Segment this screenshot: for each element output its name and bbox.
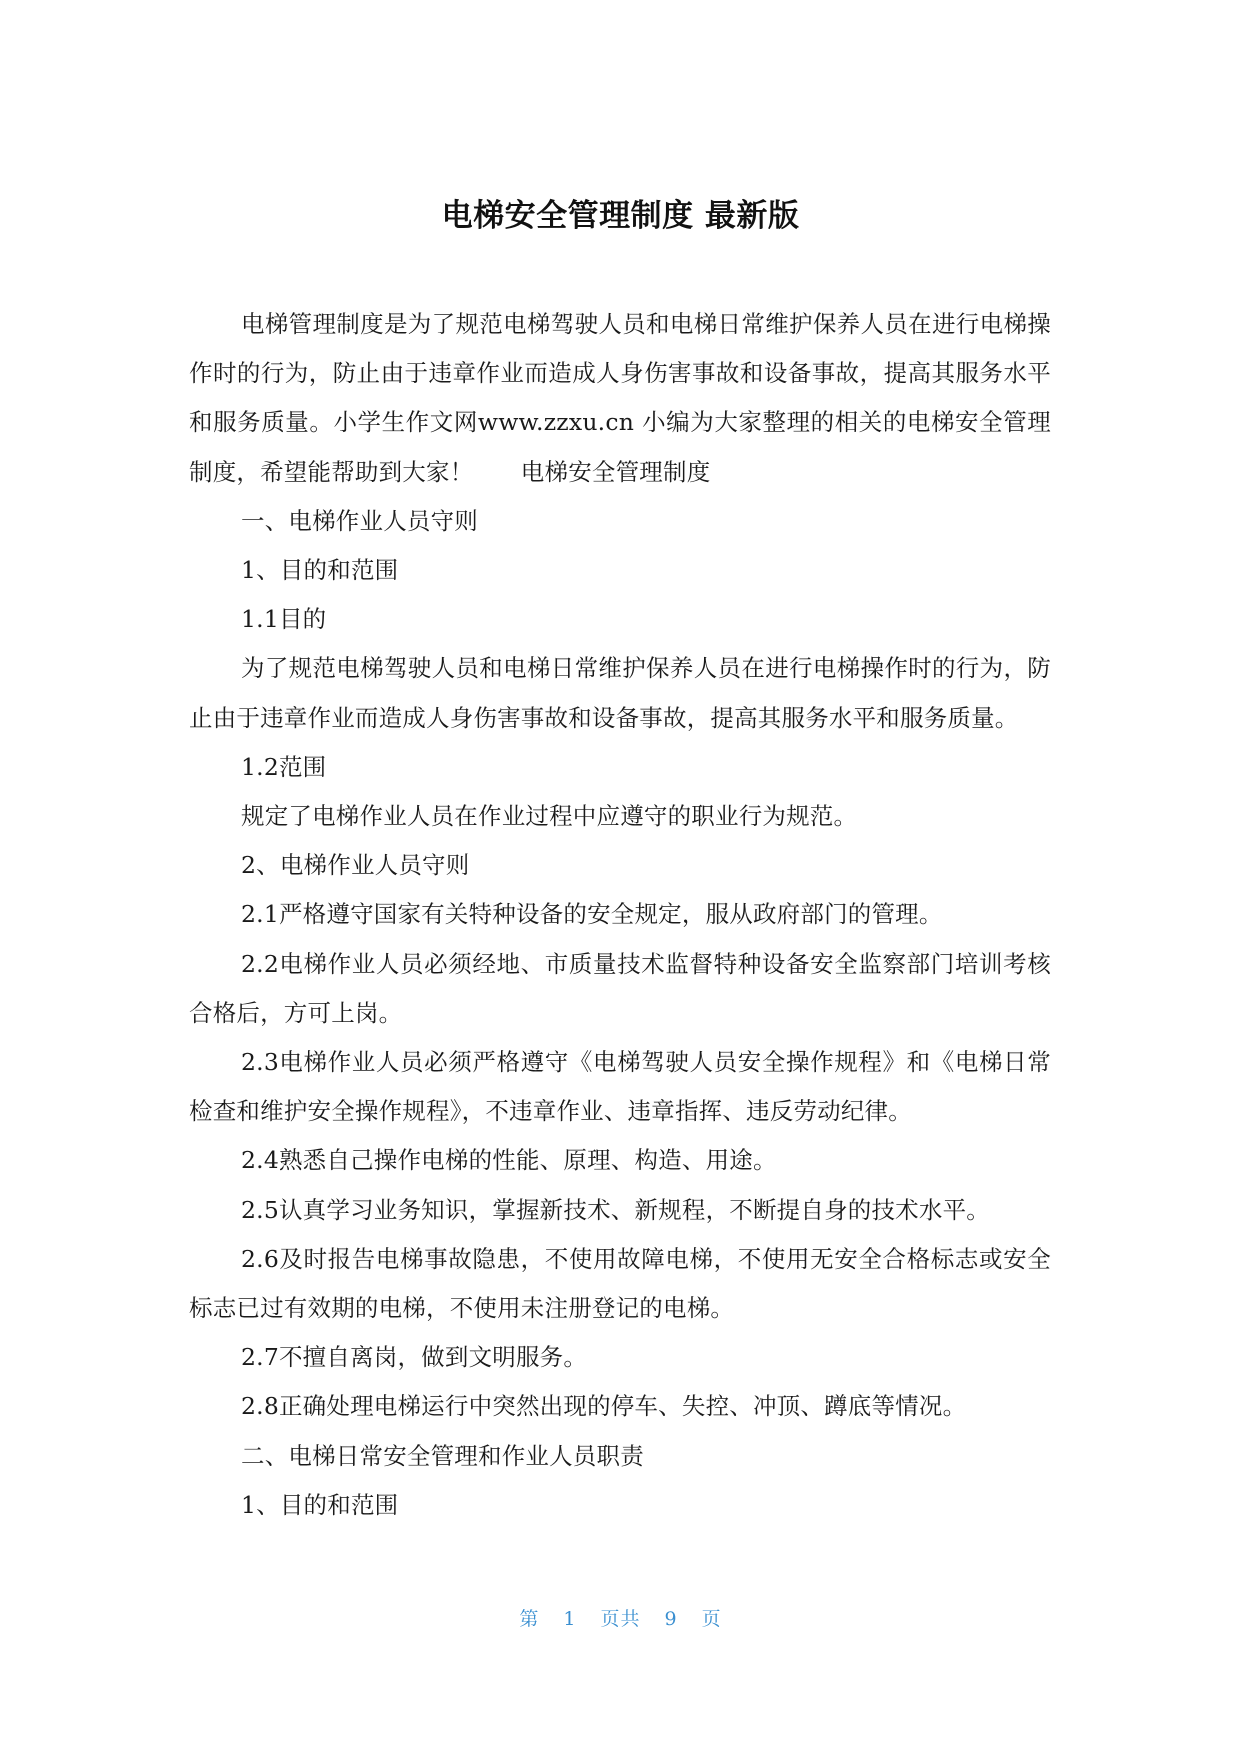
current-page-number: 1 xyxy=(563,1608,577,1630)
page-label-prefix: 第 xyxy=(519,1608,540,1630)
list-item: 2.6及时报告电梯事故隐患，不使用故障电梯，不使用无安全合格标志或安全标志已过有效期的电梯，不使用未注册登记的电梯。 xyxy=(189,1244,1051,1323)
section-heading: 二、电梯日常安全管理和作业人员职责 xyxy=(241,1441,644,1470)
subsection-heading: 1.1目的 xyxy=(241,605,327,634)
paragraph: 电梯管理制度是为了规范电梯驾驶人员和电梯日常维护保养人员在进行电梯操作时的行为，防止由于违章作业而造成人身伤害事故和设备事故，提高其服务水平和服务质量。小学生作文网www.zzxu.cn 小编为大家整理的相关的电梯安全管理制度，希望能帮助到大家！ 电梯安全管理制度 xyxy=(189,310,1051,486)
paragraph: 为了规范电梯驾驶人员和电梯日常维护保养人员在进行电梯操作时的行为，防止由于违章作业而造成人身伤害事故和设备事故，提高其服务水平和服务质量。 xyxy=(189,654,1051,732)
section-heading: 一、电梯作业人员守则 xyxy=(241,506,478,535)
page-label-suffix: 页 xyxy=(701,1608,722,1630)
subsection-heading: 1、目的和范围 xyxy=(241,556,399,585)
paragraph: 规定了电梯作业人员在作业过程中应遵守的职业行为规范。 xyxy=(241,802,858,831)
page-footer xyxy=(0,1604,1241,1631)
subsection-heading: 1.2范围 xyxy=(241,752,327,781)
page-label-mid: 页共 xyxy=(600,1608,641,1630)
subsection-heading: 2、电梯作业人员守则 xyxy=(241,851,470,880)
document-body xyxy=(189,300,1051,1530)
subsection-heading: 1、目的和范围 xyxy=(241,1490,399,1519)
list-item: 2.7不擅自离岗，做到文明服务。 xyxy=(241,1343,588,1372)
list-item: 2.2电梯作业人员必须经地、市质量技术监督特种设备安全监察部门培训考核合格后，方可上岗。 xyxy=(189,949,1051,1027)
list-item: 2.3电梯作业人员必须严格遵守《电梯驾驶人员安全操作规程》和《电梯日常检查和维护安全操作规程》，不违章作业、违章指挥、违反劳动纪律。 xyxy=(189,1048,1051,1126)
document-title: 电梯安全管理制度 最新版 xyxy=(441,198,800,234)
list-item: 2.1严格遵守国家有关特种设备的安全规定，服从政府部门的管理。 xyxy=(241,900,943,929)
list-item: 2.5认真学习业务知识，掌握新技术、新规程，不断提自身的技术水平。 xyxy=(241,1195,990,1224)
list-item: 2.4熟悉自己操作电梯的性能、原理、构造、用途。 xyxy=(241,1146,777,1175)
list-item: 2.8正确处理电梯运行中突然出现的停车、失控、冲顶、蹲底等情况。 xyxy=(241,1392,967,1421)
total-pages-number: 9 xyxy=(664,1608,678,1630)
